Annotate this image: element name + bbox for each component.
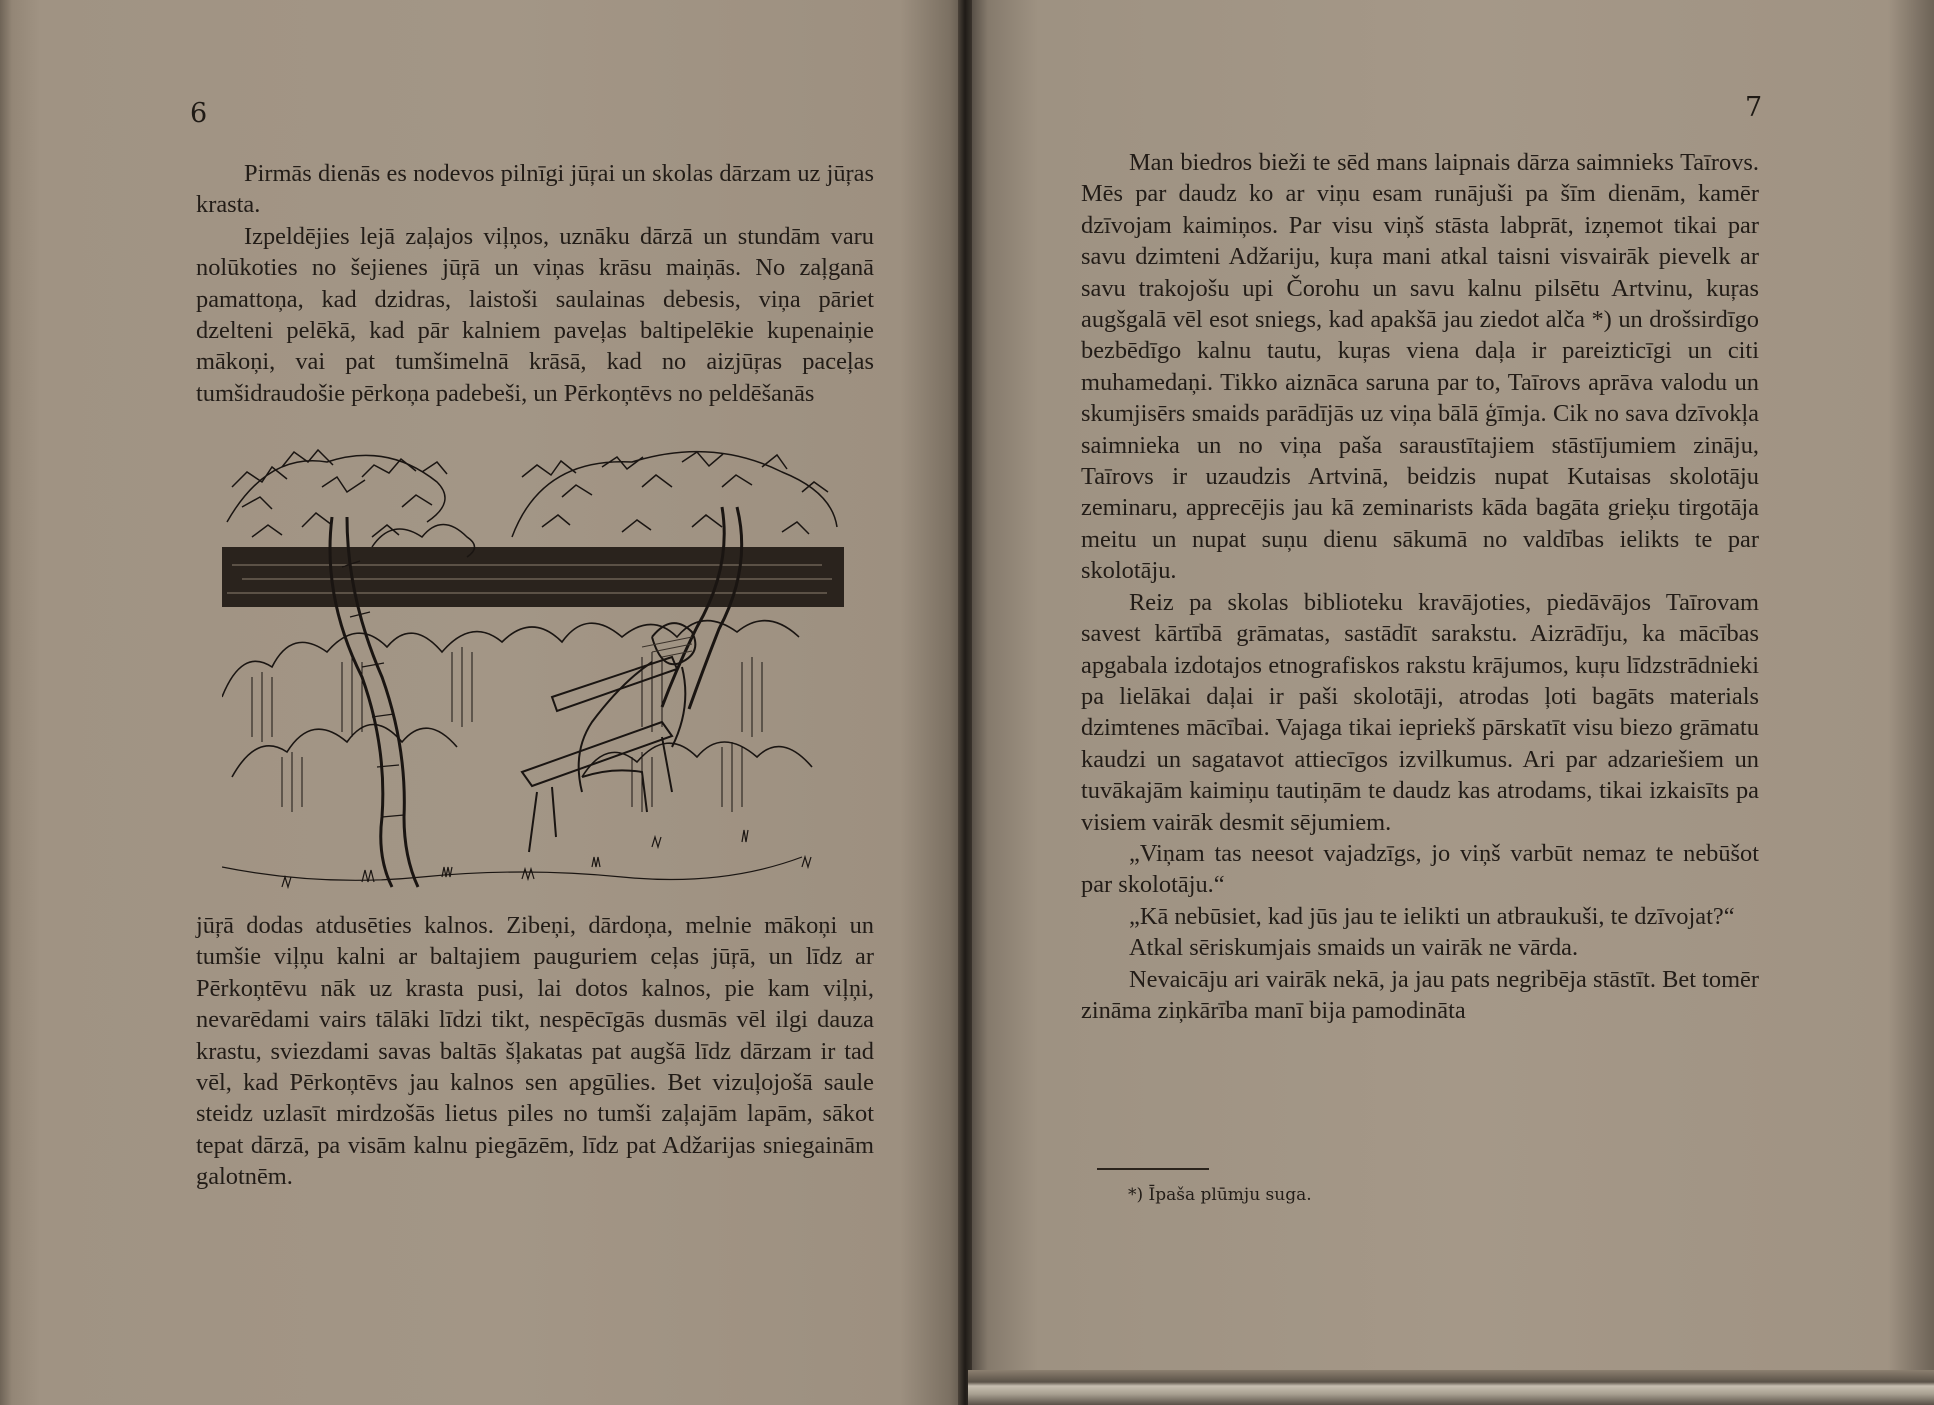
- paragraph: Man biedros bieži te sēd mans laipnais dārza saimnieks Taīrovs. Mēs par daudz ko ar viņu esam runājuši pa šīm dienām, kamēr dzīvojam kaimiņos. Par visu viņš stāsta labprāt, izņemot tikai par savu dzimteni Adžariju, kuŗa mani atkal taisni visvairāk pievelk ar savu trakojošu upi Čorohu un savu kalnu pilsētu Artvinu, kuŗas augšgalā vēl esot sniegs, kad apakšā jau ziedot alča *) un drošsirdīgo bezbēdīgo kalnu tautu, kuŗas viena daļa ir pareizticīgi un citi muhamedaņi. Tikko aiznāca saruna par to, Taīrovs aprāva valodu un skumjisērs smaids parādījās uz viņa bālā ģīmja. Cik no sava dzīvokļa saimnieka un no viņa paša saraustītajiem stāstījumiem zināju, Taīrovs ir uzaudzis Artvinā, beidzis nupat Kutaisas skolotāju zeminaru, apprecējis jau kā zeminarists kāda bagāta grieķu tirgotāja meitu un nupat suņu dienu sākumā no valdības ielikts te par skolotāju.: [1081, 149, 1759, 585]
- left-page: [0, 0, 965, 1405]
- paragraph: Izpeldējies lejā zaļajos viļņos, uznāku dārzā un stundām varu nolūkoties no šejienes jūŗā un viņas krāsu maiņās. No zaļganā pamattoņa, kad dzidras, laistoši saulainas debesis, viņa pāriet dzelteni pelēkā, kad pār kalniem paveļas baltipelēkie kupenaiņie mākoņi, vai pat tumšimelnā krāsā, kad no aizjūŗas paceļas tumšidraudošie pērkoņa padebeši, un Pērkoņtēvs no peldēšanās: [196, 222, 874, 407]
- paragraph: Reiz pa skolas biblioteku kravājoties, piedāvājos Taīrovam savest kārtībā grāmatas, sastādīt sarakstu. Aizrādīju, ka mācības apgabala izdotajos etnografiskos rakstu krājumos, kuŗu līdzstrādnieki pa lielākai daļai ir paši skolotāji, atrodas ļoti bagāts materials dzimtenes mācībai. Vajaga tikai iepriekš pārskatīt visu biezo grāmatu kaudzi un sagatavot attiecīgos izvilkumus. Ari par adzariešiem un tuvākajām kaimiņu tautiņām te daudz kas atrodams, tikai izkaisīts pa visiem vairāk desmit sējumiem.: [1081, 588, 1759, 836]
- page-number-right: 7: [1745, 92, 1764, 123]
- paragraph: jūŗā dodas atdusēties kalnos. Zibeņi, dārdoņa, melnie mākoņi un tumšie viļņu kalni ar baltajiem pauguriem ceļas jūŗā, un līdz ar Pērkoņtēvu nāk uz krasta pusi, lai dotos kalnos, pie kam viļņi, nevarēdami vairs tālāki līdzi tikt, nespēcīgās dusmās vēl ilgi dauza krastu, sviezdami savas baltās šļakatas pat augšā līdz dārzam ir tad vēl, kad Pērkoņtēvs jau kalnos sen apgūlies. Bet vizuļojošā saule steidz uzlasīt mirdzošās lietus piles no tumši zaļajām lapām, sākot tepat dārzā, pa visām kalnu piegāzēm, līdz pat Adžarijas sniegainām galotnēm.: [196, 912, 874, 1191]
- right-page: [968, 0, 1934, 1405]
- page-bottom-edge: [968, 1370, 1934, 1405]
- left-text-after-figure: [196, 910, 874, 1193]
- left-text-before-figure: [196, 158, 874, 409]
- right-text: [1081, 147, 1759, 1026]
- paragraph: Nevaicāju ari vairāk nekā, ja jau pats negribēja stāstīt. Bet tomēr zināma ziņkārība manī bija pamodināta: [1081, 965, 1759, 1024]
- book-gutter: [958, 0, 972, 1405]
- garden-sea-illustration: [222, 447, 844, 899]
- paragraph: Pirmās dienās es nodevos pilnīgi jūŗai un skolas dārzam uz jūŗas krasta.: [196, 160, 874, 219]
- paragraph: „Viņam tas neesot vajadzīgs, jo viņš varbūt nemaz te nebūšot par skolotāju.“: [1081, 839, 1759, 899]
- paragraph: „Kā nebūsiet, kad jūs jau te ielikti un atbraukuši, te dzīvojat?“: [1129, 902, 1735, 930]
- paragraph: Atkal sēriskumjais smaids un vairāk ne vārda.: [1129, 934, 1579, 962]
- footnote: *) Īpaša plūmju suga.: [1128, 1185, 1312, 1205]
- footnote-rule: [1097, 1168, 1209, 1170]
- page-number-left: 6: [190, 98, 209, 129]
